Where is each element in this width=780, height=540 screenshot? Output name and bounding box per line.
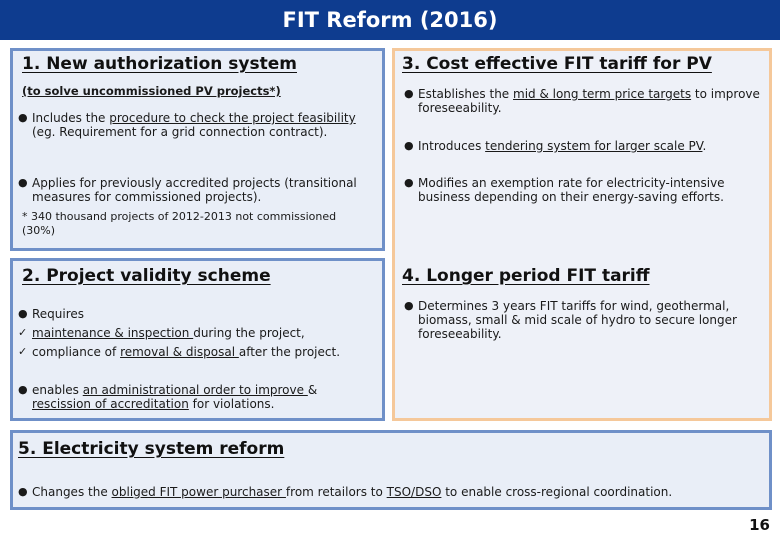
section-2-check-1	[18, 326, 380, 340]
underlined-text: tendering system for larger scale PV	[485, 139, 703, 153]
underlined-text: rescission of accreditation	[32, 397, 189, 411]
bullet-icon: ●	[404, 176, 414, 189]
underlined-text: TSO/DSO	[386, 485, 442, 499]
bullet-text: Modifies an exemption rate for electricity-intensive business depending on their energy-saving efforts.	[418, 176, 725, 204]
text: (eg. Requirement for a grid connection contract).	[32, 125, 328, 139]
text: compliance of	[32, 345, 121, 359]
bullet-text: Determines 3 years FIT tariffs for wind, geothermal, biomass, small & mid scale of hydro to secure longer foreseeability.	[418, 299, 737, 341]
bullet-icon: ●	[404, 299, 414, 312]
text: for violations.	[188, 397, 275, 411]
bullet-icon: ●	[18, 111, 28, 124]
bullet-icon: ●	[404, 139, 414, 152]
text: from retailors to	[285, 485, 387, 499]
text: during the project,	[193, 326, 305, 340]
section-2-check-2	[18, 345, 384, 359]
section-3-heading: 3. Cost effective FIT tariff for PV	[402, 54, 712, 74]
bullet-icon: ●	[18, 307, 28, 320]
bullet-text: Applies for previously accredited projects (transitional measures for commissioned projects).	[32, 176, 357, 204]
section-4-bullet-1	[404, 299, 766, 341]
bullet-icon: ●	[404, 87, 414, 100]
section-4-heading: 4. Longer period FIT tariff	[402, 266, 650, 286]
underlined-text: removal & disposal	[120, 345, 239, 359]
section-2-bullet-1	[18, 307, 378, 321]
section-1-note: * 340 thousand projects of 2012-2013 not commissioned (30%)	[22, 210, 337, 237]
check-icon: ✓	[18, 326, 28, 339]
underlined-text: maintenance & inspection	[32, 326, 194, 340]
section-2-bullet-2	[18, 383, 378, 411]
underlined-text: procedure to check the project feasibility	[109, 111, 356, 125]
section-2-heading: 2. Project validity scheme	[22, 266, 271, 286]
underlined-text: obliged FIT power purchaser	[111, 485, 286, 499]
bullet-icon: ●	[18, 383, 28, 396]
section-1-bullet-1	[18, 111, 378, 139]
underlined-text: an administrational order to improve	[82, 383, 308, 397]
text: Establishes the	[418, 87, 513, 101]
section-1-heading: 1. New authorization system	[22, 54, 297, 74]
section-3-bullet-3	[404, 176, 766, 204]
text: .	[702, 139, 707, 153]
section-1-bullet-2	[18, 176, 383, 204]
bullet-text: Requires	[32, 307, 85, 321]
bullet-icon: ●	[18, 485, 28, 498]
text: Changes the	[32, 485, 112, 499]
section-5-bullet-1	[18, 485, 770, 499]
page-title: FIT Reform (2016)	[0, 0, 780, 40]
section-3-bullet-2	[404, 139, 766, 153]
text: to enable cross-regional coordination.	[441, 485, 673, 499]
text: &	[307, 383, 318, 397]
text: enables	[32, 383, 83, 397]
section-5-heading: 5. Electricity system reform	[18, 439, 285, 459]
check-icon: ✓	[18, 345, 28, 358]
text: after the project.	[238, 345, 341, 359]
text: to improve foreseeability.	[418, 87, 760, 115]
bullet-icon: ●	[18, 176, 28, 189]
section-1-subheading: (to solve uncommissioned PV projects*)	[22, 84, 281, 98]
page-number: 16	[749, 516, 770, 534]
underlined-text: mid & long term price targets	[513, 87, 692, 101]
text: Introduces	[418, 139, 486, 153]
section-3-bullet-1	[404, 87, 766, 115]
text: Includes the	[32, 111, 110, 125]
